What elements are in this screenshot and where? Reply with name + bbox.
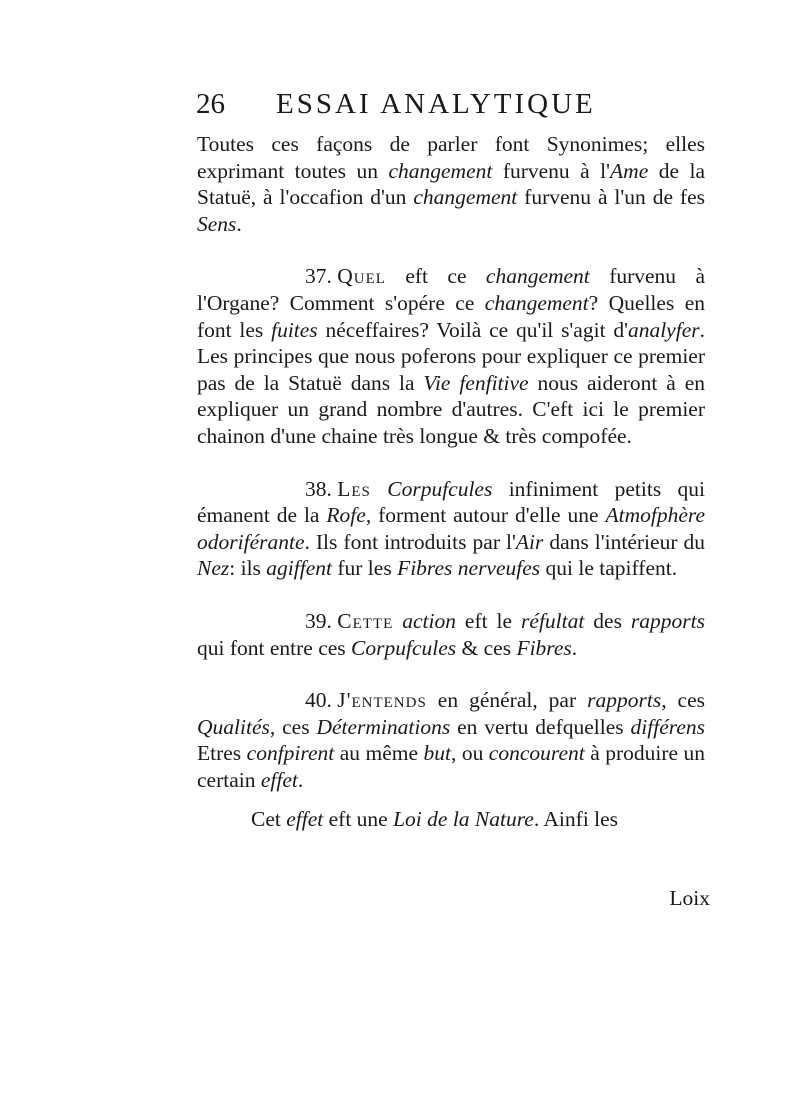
text-run: qui le tapiffent. (540, 556, 678, 581)
text-run: eft le (455, 608, 522, 633)
italic-text: Déterminations (316, 714, 451, 739)
paragraph-40-continued (197, 806, 705, 833)
catchword: Loix (669, 886, 710, 910)
paragraph-37 (197, 263, 705, 449)
text-run: Etres (197, 741, 247, 766)
italic-text: Corpufcules (351, 635, 457, 660)
text-run: eft une (323, 807, 394, 832)
italic-text: réfultat (521, 608, 585, 633)
text-run: en vertu defquelles (450, 714, 631, 739)
text-run: fur les (331, 556, 398, 581)
italic-text: Fibres nerveufes (397, 556, 541, 581)
paragraph-lead-word: Quel (337, 264, 386, 289)
text-run: furvenu à l'un de fes (517, 185, 705, 210)
paragraph-lead-word: Cette (337, 608, 394, 633)
paragraph-number: 37. (305, 264, 338, 289)
text-run: furvenu à l'Organe? Comment s'opére ce (197, 264, 706, 315)
text-run: au même (334, 741, 424, 766)
italic-text: rapports (630, 608, 705, 633)
text-run: nous aideront à en expliquer un grand nombre d'autres. C'eft ici le premier chainon d'une chaine très longue & très compofée. (197, 370, 705, 448)
italic-text: Fibres (516, 635, 572, 660)
text-run: & ces (456, 635, 517, 660)
italic-text: Sens (197, 211, 237, 236)
text-run: . (236, 211, 242, 236)
italic-text: agiffent (266, 556, 332, 581)
paragraph-number: 38. (305, 476, 338, 501)
text-run: . Ils font introduits par l' (304, 529, 516, 554)
italic-text: différens (630, 714, 705, 739)
italic-text: Air (515, 529, 544, 554)
italic-text: Ame (610, 158, 649, 183)
italic-text: changement (388, 158, 493, 183)
italic-text: Vie fenfitive (423, 370, 529, 395)
running-title: ESSAI ANALYTIQUE (276, 88, 596, 120)
text-run (371, 477, 387, 501)
text-run: : ils (229, 556, 267, 581)
paragraph-39 (197, 608, 705, 661)
body-text (197, 131, 705, 833)
text-run: , ces (661, 688, 706, 713)
italic-text: but (423, 741, 451, 766)
running-head (196, 82, 636, 126)
italic-text: Atmofphère odoriférante (197, 503, 705, 554)
italic-text: changement (484, 290, 589, 315)
paragraph-gap (197, 237, 705, 263)
text-run: , ces (269, 714, 317, 739)
paragraph-lead-word: Les (337, 476, 371, 501)
italic-text: Loi de la Nature (393, 807, 534, 832)
text-run: dans l'intérieur du (543, 529, 705, 554)
text-run: , forment autour d'elle une (365, 503, 606, 528)
text-run: néceffaires? Voilà ce qu'il s'agit d' (317, 317, 628, 342)
paragraph-number: 40. (305, 688, 338, 713)
italic-text: fuites (271, 317, 318, 342)
text-run: . Les principes que nous poferons pour expliquer ce premier pas de la Statuë dans la (197, 317, 705, 395)
italic-text: changement (485, 264, 590, 289)
paragraph-gap (197, 582, 705, 608)
text-run: de la Statuë, à l'occafion d'un (197, 158, 705, 210)
text-run: des (584, 608, 631, 633)
text-run: infiniment petits qui émanent de la (197, 476, 705, 528)
italic-text: concourent (488, 741, 585, 766)
text-run: . (571, 635, 578, 660)
text-run: . Ainfi les (533, 807, 619, 832)
paragraph-lead-word: J'entends (337, 688, 427, 713)
text-run: eft ce (385, 264, 486, 289)
paragraph-number: 39. (305, 608, 338, 633)
text-run (393, 609, 402, 633)
text-run: ? Quelles en font les (197, 290, 705, 342)
italic-text: action (402, 608, 456, 633)
text-run: . (297, 767, 304, 792)
text-run: en général, par (426, 688, 588, 713)
text-run: à produire un certain (197, 741, 706, 792)
italic-text: Qualités (197, 714, 270, 739)
italic-text: Rofe (326, 503, 366, 528)
text-run: , ou (450, 741, 489, 766)
italic-text: Corpufcules (387, 476, 493, 501)
italic-text: effet (286, 807, 324, 832)
italic-text: confpirent (246, 741, 335, 766)
italic-text: Nez (197, 556, 230, 581)
paragraph-gap (197, 450, 705, 476)
paragraph-gap (197, 661, 705, 687)
paragraph-38 (197, 476, 705, 582)
italic-text: analyfer (627, 317, 700, 342)
text-run: qui font entre ces (197, 635, 352, 660)
text-run: furvenu à l' (492, 158, 611, 183)
text-run: Cet (251, 807, 287, 832)
italic-text: changement (413, 185, 518, 210)
italic-text: rapports (587, 688, 662, 713)
italic-text: effet (260, 767, 298, 792)
text-run: Toutes ces façons de parler font Synonimes; elles exprimant toutes un (197, 132, 705, 183)
paragraph-continuation (197, 131, 705, 237)
paragraph-40 (197, 687, 705, 793)
page-number: 26 (196, 88, 225, 120)
